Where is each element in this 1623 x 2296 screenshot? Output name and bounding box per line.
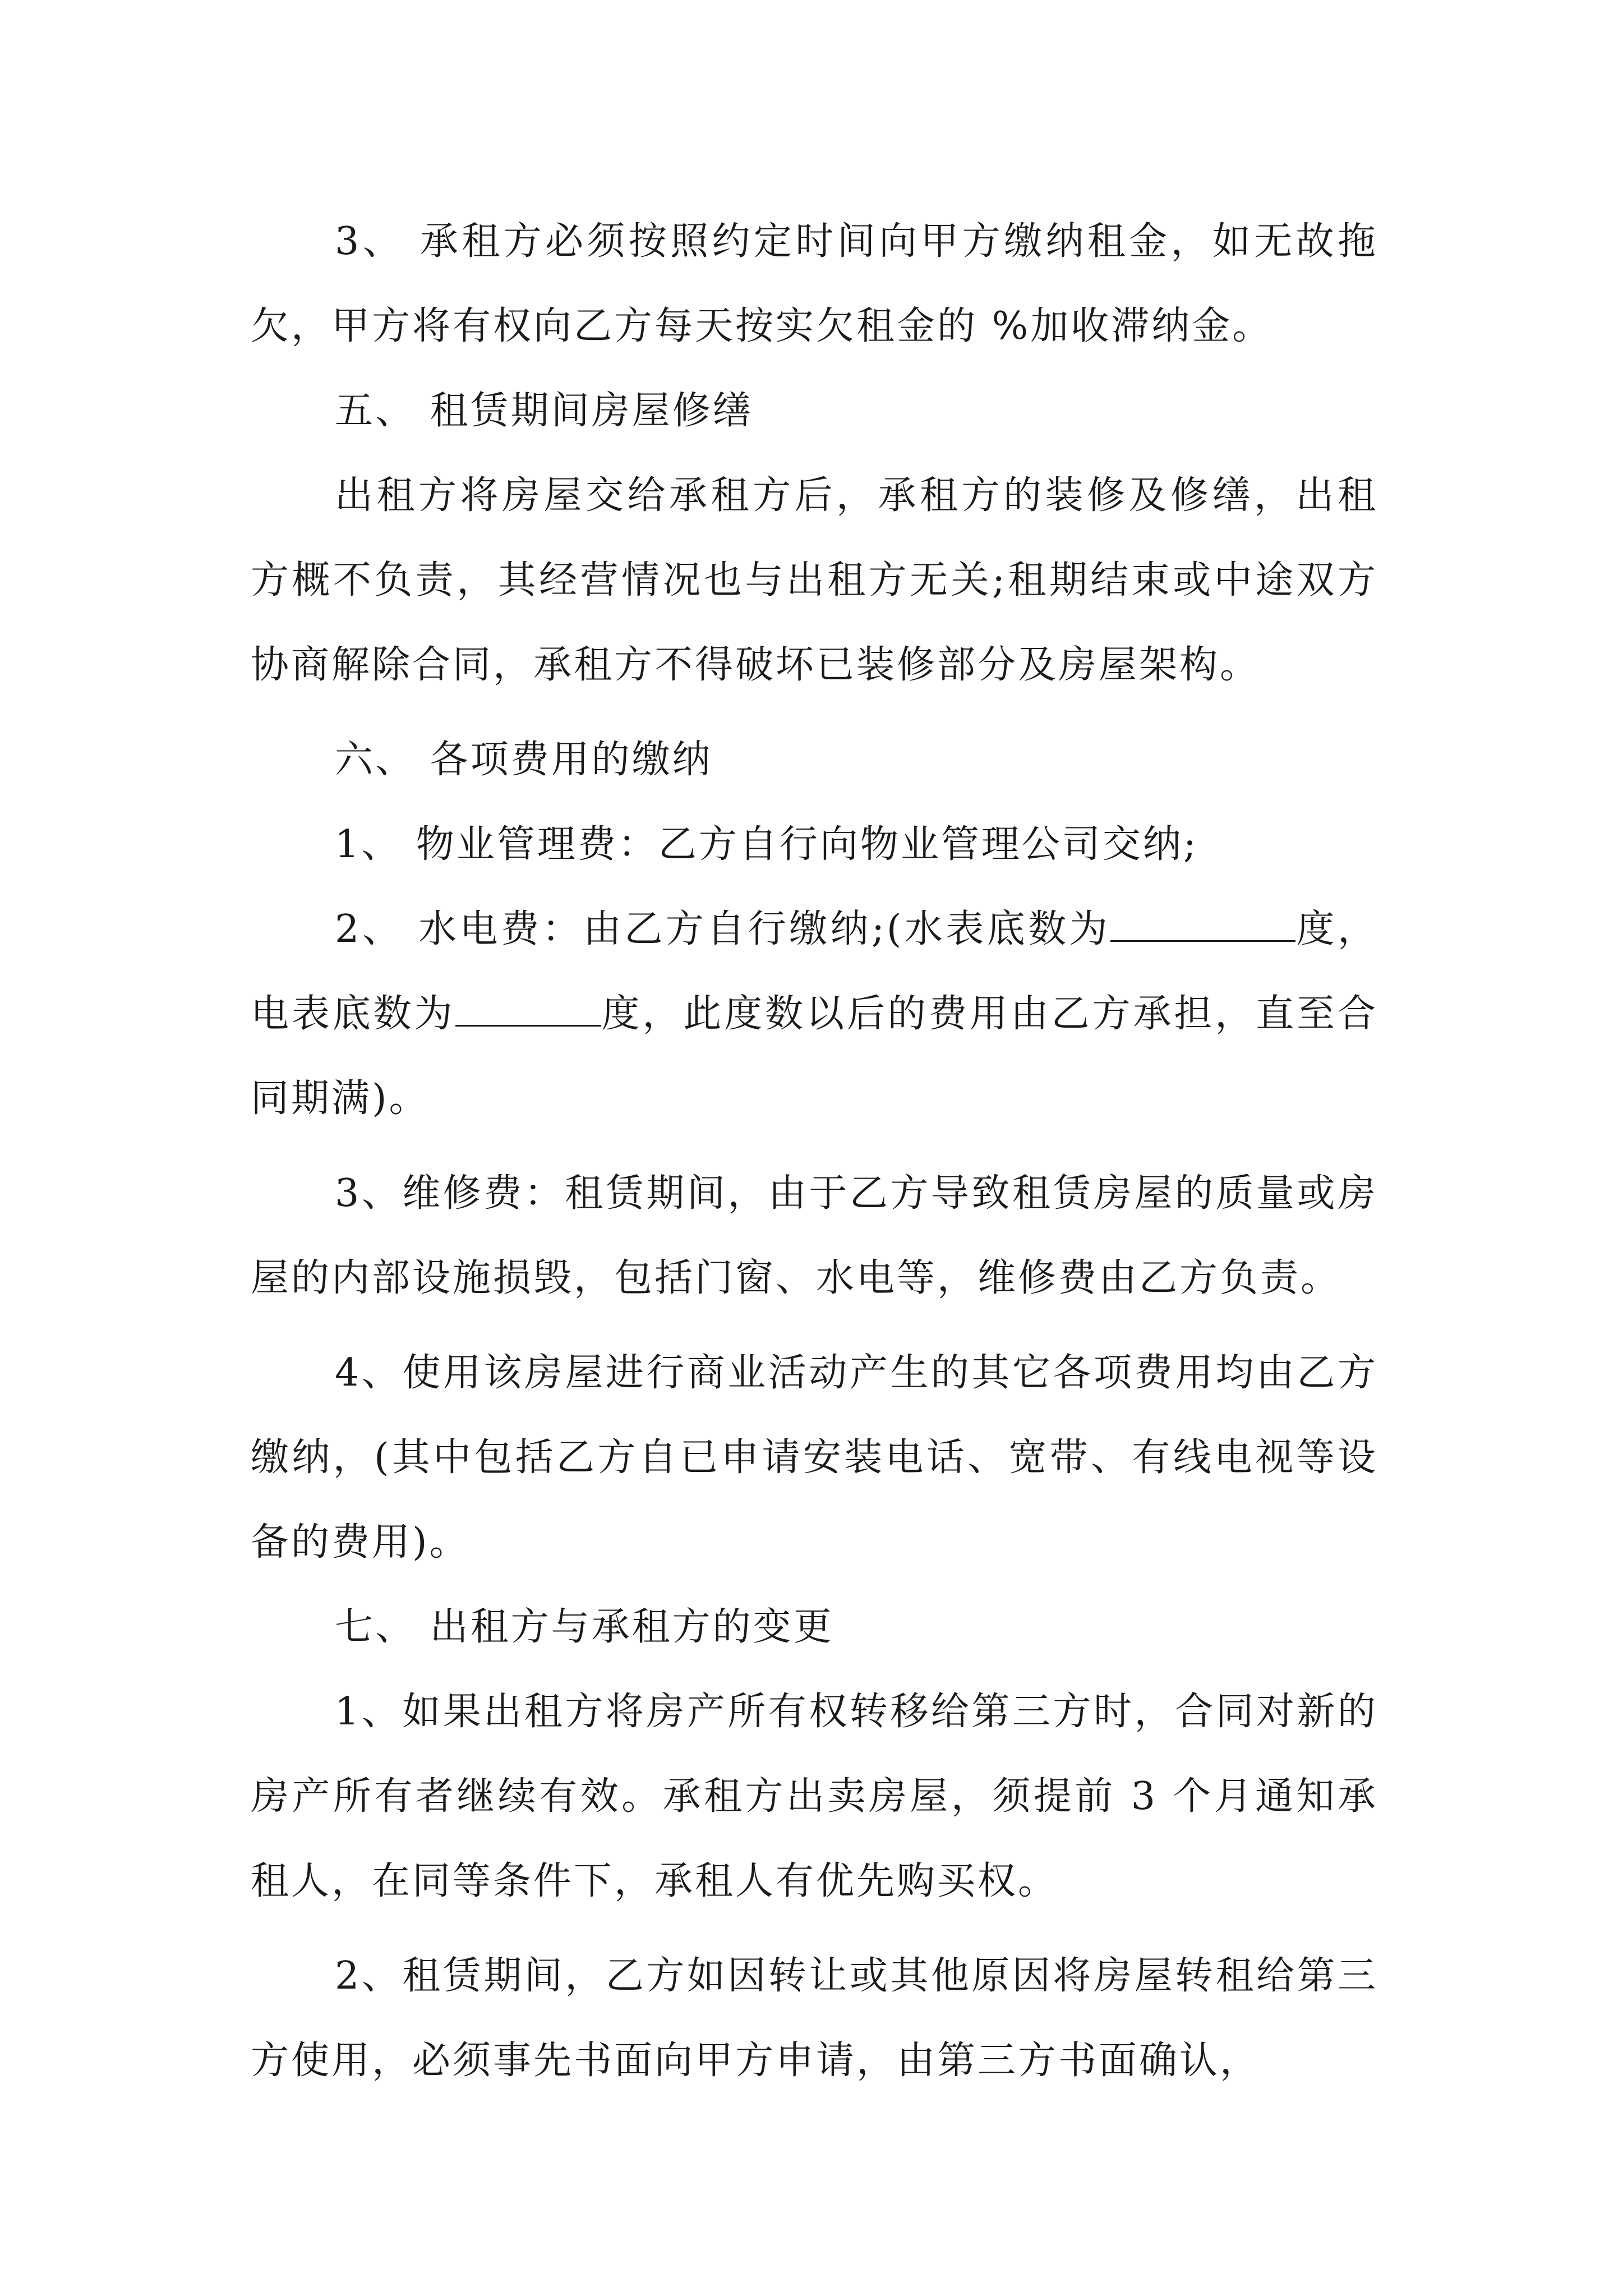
section-5-body: 出租方将房屋交给承租方后，承租方的装修及修缮，出租方概不负责，其经营情况也与出租方无关;租期结束或中途双方协商解除合同，承租方不得破坏已装修部分及房屋架构。: [251, 473, 1378, 687]
clause-6-1-property-fee: 1、 物业管理费：乙方自行向物业管理公司交纳;: [335, 822, 1198, 867]
clause-7-2-sublease: 2、租赁期间，乙方如因转让或其他原因将房屋转租给第三方使用，必须事先书面向甲方申请，由第三方书面确认，: [251, 1954, 1378, 2083]
clause-3-rent-payment: 3、 承租方必须按照约定时间向甲方缴纳租金，如无故拖欠，甲方将有权向乙方每天按实欠租金的 %加收滞纳金。: [251, 219, 1378, 348]
section-6-heading: 六、 各项费用的缴纳: [335, 738, 713, 782]
electric-meter-blank: [455, 991, 601, 1027]
section-7-heading: 七、 出租方与承租方的变更: [335, 1605, 834, 1649]
clause-6-2-utilities: [251, 887, 1378, 1141]
water-meter-blank: [1110, 907, 1295, 942]
document-page: [251, 199, 1378, 2103]
utilities-text-1: 2、 水电费：由乙方自行缴纳;(水表底数为: [335, 907, 1111, 951]
utilities-text-2: 度，电表底数为: [251, 907, 1378, 1036]
section-5-heading: 五、 租赁期间房屋修缮: [335, 389, 753, 433]
utilities-text-3: 度，此度数以后的费用由乙方承担，直至合同期满)。: [251, 992, 1378, 1121]
clause-6-4-other-fees: 4、使用该房屋进行商业活动产生的其它各项费用均由乙方缴纳，(其中包括乙方自已申请安装电话、宽带、有线电视等设备的费用)。: [251, 1351, 1378, 1565]
clause-6-3-maintenance: 3、维修费：租赁期间，由于乙方导致租赁房屋的质量或房屋的内部设施损毁，包括门窗、水电等，维修费由乙方负责。: [251, 1171, 1378, 1300]
clause-7-1-ownership-transfer: 1、如果出租方将房产所有权转移给第三方时，合同对新的房产所有者继续有效。承租方出卖房屋，须提前 3 个月通知承租人，在同等条件下，承租人有优先购买权。: [251, 1690, 1378, 1903]
